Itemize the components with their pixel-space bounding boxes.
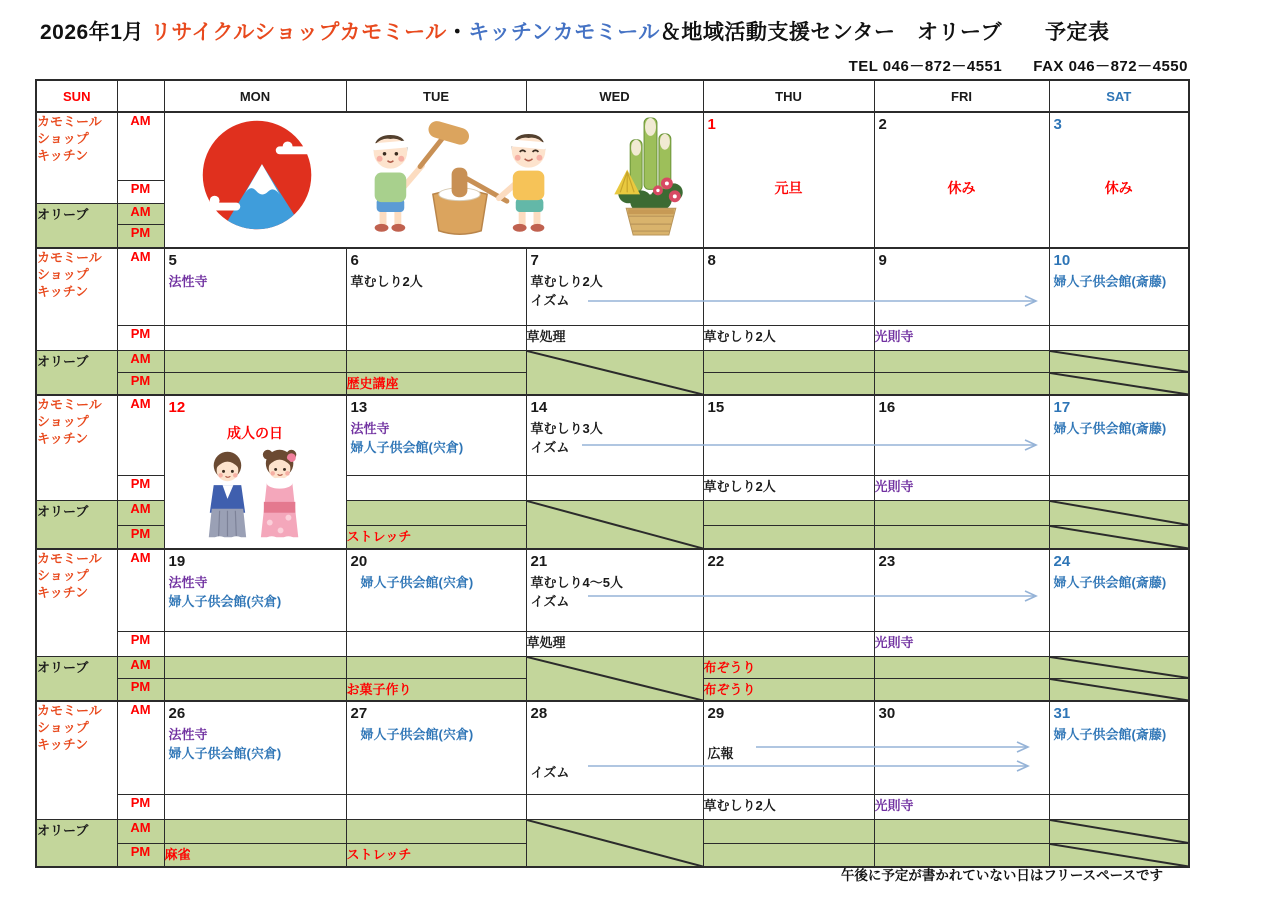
facility-label-line: キッチン xyxy=(37,585,89,600)
pm-label: PM xyxy=(117,631,164,656)
event-text: 光則寺 xyxy=(874,478,914,494)
day-cell-17-olive-am xyxy=(1049,500,1189,525)
diagonal-strike xyxy=(1050,820,1189,843)
olive-label: オリーブ xyxy=(36,500,117,549)
day-cell-8-olive-pm xyxy=(703,372,874,395)
day-number: 8 xyxy=(707,252,716,269)
event-text: 法性寺 xyxy=(168,575,208,590)
day-cell-24-pm xyxy=(1049,631,1189,656)
day-number: 9 xyxy=(878,252,887,269)
olive-pm-label: PM xyxy=(117,843,164,867)
day-number: 26 xyxy=(168,705,186,722)
title-month: 2026年1月 xyxy=(40,21,144,44)
day-cell-7-olive-closed xyxy=(526,350,703,395)
day-cell-14-pm xyxy=(526,475,703,500)
day-number: 2 xyxy=(878,116,887,133)
day-cell-21-pm xyxy=(526,631,703,656)
pm-label: PM xyxy=(117,794,164,819)
day-number: 31 xyxy=(1053,705,1071,722)
day-number: 27 xyxy=(350,705,368,722)
am-label: AM xyxy=(117,549,164,631)
title-rest: ＆地域活動支援センター オリーブ 予定表 xyxy=(659,21,1110,44)
day-number: 28 xyxy=(530,705,548,722)
olive-am-label: AM xyxy=(117,656,164,678)
facility-label-line: キッチン xyxy=(37,284,89,299)
event-text: 婦人子供会館(斎藤) xyxy=(1053,727,1167,742)
event-text: 草むしり2人 xyxy=(350,274,423,289)
footer-note: 午後に予定が書かれていない日はフリースペースです xyxy=(840,868,1163,883)
weekday-header-mon: MON xyxy=(164,80,346,112)
day-cell-21-am xyxy=(526,549,703,631)
day-cell-31-olive-am xyxy=(1049,819,1189,843)
holiday-text: 元旦 xyxy=(774,180,803,197)
day-cell-22-am xyxy=(703,549,874,631)
day-number: 24 xyxy=(1053,553,1071,570)
kamomiru-label xyxy=(36,248,117,350)
facility-label-line: ショップ xyxy=(37,267,89,282)
event-text: 麻雀 xyxy=(164,846,191,862)
am-label: AM xyxy=(117,395,164,475)
day-cell-8-pm xyxy=(703,325,874,350)
event-text: 草むしり2人 xyxy=(703,797,776,813)
event-text xyxy=(708,725,874,744)
day-cell-13-olive-pm xyxy=(346,525,526,549)
event-text: 婦人子供会館(宍倉) xyxy=(360,575,474,590)
day-cell-15-am xyxy=(703,395,874,475)
day-cell-24-olive-pm xyxy=(1049,678,1189,701)
event-text: 歴史講座 xyxy=(346,375,399,391)
diagonal-strike xyxy=(1050,351,1189,372)
event-text: 広報 xyxy=(707,746,734,761)
day-cell-22-olive-pm xyxy=(703,678,874,701)
day-cell-5-olive-pm xyxy=(164,372,346,395)
day-cell-7-pm xyxy=(526,325,703,350)
day-cell-5-olive-am xyxy=(164,350,346,372)
am-label: AM xyxy=(117,112,164,180)
diagonal-strike xyxy=(1050,679,1189,701)
day-cell-10-am xyxy=(1049,248,1189,325)
day-cell-31-pm xyxy=(1049,794,1189,819)
contact-line: TEL 046－872－4551 FAX 046－872－4550 xyxy=(848,58,1188,75)
day-cell-16-pm xyxy=(874,475,1049,500)
day-number: 13 xyxy=(350,399,368,416)
day-cell-15-pm xyxy=(703,475,874,500)
day-cell-2 xyxy=(874,112,1049,248)
olive-label: オリーブ xyxy=(36,819,117,867)
kimono-girl xyxy=(261,450,298,542)
weekday-header-sat: SAT xyxy=(1049,80,1189,112)
day-number: 19 xyxy=(168,553,186,570)
olive-pm-label: PM xyxy=(117,525,164,549)
event-text: 光則寺 xyxy=(874,328,914,344)
olive-am-label: AM xyxy=(117,819,164,843)
day-number: 17 xyxy=(1053,399,1071,416)
event-text: 法性寺 xyxy=(350,421,390,436)
day-cell-26-am xyxy=(164,701,346,794)
day-cell-19-olive-pm xyxy=(164,678,346,701)
facility-label-line: キッチン xyxy=(37,431,89,446)
olive-pm-label: PM xyxy=(117,372,164,395)
day-number: 22 xyxy=(707,553,725,570)
kamomiru-label xyxy=(36,701,117,819)
event-text: 婦人子供会館(宍倉) xyxy=(360,727,474,742)
facility-label-line: ショップ xyxy=(37,720,89,735)
calendar-table xyxy=(35,79,1190,868)
event-text: 布ぞうり xyxy=(703,681,756,697)
event-text: イズム xyxy=(530,765,570,780)
facility-label-line: カモミール xyxy=(37,114,102,129)
event-text: 光則寺 xyxy=(874,797,914,813)
day-number: 15 xyxy=(707,399,725,416)
event-text: イズム xyxy=(530,293,570,308)
facility-label-line: カモミール xyxy=(37,703,102,718)
event-text: 婦人子供会館(宍倉) xyxy=(350,440,464,455)
event-text: お菓子作り xyxy=(346,681,412,697)
day-number: 21 xyxy=(530,553,548,570)
day-cell-29-pm xyxy=(703,794,874,819)
event-text: 光則寺 xyxy=(874,634,914,650)
diagonal-strike xyxy=(1050,373,1189,395)
day-cell-15-olive-am xyxy=(703,500,874,525)
day-cell-12-seijin xyxy=(164,395,346,549)
day-cell-21-olive-closed xyxy=(526,656,703,701)
facility-label-line: カモミール xyxy=(37,551,102,566)
day-cell-17-pm xyxy=(1049,475,1189,500)
day-cell-17-am xyxy=(1049,395,1189,475)
olive-am-label: AM xyxy=(117,500,164,525)
day-cell-7-am xyxy=(526,248,703,325)
day-cell-30-pm xyxy=(874,794,1049,819)
day-number: 7 xyxy=(530,252,539,269)
day-cell-27-olive-am xyxy=(346,819,526,843)
page-title xyxy=(40,16,1109,46)
day-cell-13-pm xyxy=(346,475,526,500)
day-cell-23-am xyxy=(874,549,1049,631)
day-cell-20-olive-am xyxy=(346,656,526,678)
diagonal-strike xyxy=(1050,657,1189,678)
event-text: ストレッチ xyxy=(346,528,412,544)
day-cell-19-olive-am xyxy=(164,656,346,678)
diagonal-strike xyxy=(1050,844,1189,867)
day-cell-22-pm xyxy=(703,631,874,656)
event-text: 草むしり2人 xyxy=(530,274,603,289)
weekday-header-thu: THU xyxy=(703,80,874,112)
day-cell-15-olive-pm xyxy=(703,525,874,549)
day-cell-19-pm xyxy=(164,631,346,656)
facility-label-line: キッチン xyxy=(37,148,89,163)
event-text: 草処理 xyxy=(526,634,566,650)
day-number: 12 xyxy=(168,399,186,416)
seijin-no-hi-label: 成人の日 xyxy=(227,425,283,441)
event-text: 草処理 xyxy=(526,328,566,344)
day-cell-14-am xyxy=(526,395,703,475)
day-cell-30-am xyxy=(874,701,1049,794)
day-cell-30-olive-am xyxy=(874,819,1049,843)
day-cell-10-pm xyxy=(1049,325,1189,350)
pm-label: PM xyxy=(117,180,164,203)
weekday-header-wed: WED xyxy=(526,80,703,112)
day-cell-6-olive-pm xyxy=(346,372,526,395)
event-text: 布ぞうり xyxy=(703,659,756,675)
facility-label-line: ショップ xyxy=(37,568,89,583)
event-text: 草むしり3人 xyxy=(530,421,603,436)
kamomiru-label xyxy=(36,395,117,500)
day-cell-23-olive-pm xyxy=(874,678,1049,701)
day-cell-17-olive-pm xyxy=(1049,525,1189,549)
day-cell-19-am xyxy=(164,549,346,631)
day-cell-6-pm xyxy=(346,325,526,350)
day-cell-9-olive-am xyxy=(874,350,1049,372)
new-year-images-cell xyxy=(164,112,703,248)
day-cell-9-pm xyxy=(874,325,1049,350)
olive-pm-label: PM xyxy=(117,678,164,701)
diagonal-strike xyxy=(1050,526,1189,549)
day-number: 29 xyxy=(707,705,725,722)
kamomiru-label xyxy=(36,112,117,203)
day-cell-28-am xyxy=(526,701,703,794)
facility-label-line: キッチン xyxy=(37,737,89,752)
title-dot: ・ xyxy=(446,21,469,44)
olive-label: オリーブ xyxy=(36,203,117,248)
kamomiru-label xyxy=(36,549,117,656)
event-text: 婦人子供会館(斎藤) xyxy=(1053,575,1167,590)
am-label: AM xyxy=(117,248,164,325)
pm-label: PM xyxy=(117,475,164,500)
event-text: イズム xyxy=(530,594,570,609)
day-cell-9-olive-pm xyxy=(874,372,1049,395)
diagonal-strike xyxy=(1050,501,1189,525)
day-cell-24-am xyxy=(1049,549,1189,631)
ampm-column-header xyxy=(117,80,164,112)
weekday-header-sun: SUN xyxy=(36,80,117,112)
day-cell-24-olive-am xyxy=(1049,656,1189,678)
day-cell-16-olive-pm xyxy=(874,525,1049,549)
event-text xyxy=(531,744,703,763)
day-cell-28-olive-closed xyxy=(526,819,703,867)
facility-label-line: ショップ xyxy=(37,414,89,429)
day-cell-26-olive-am xyxy=(164,819,346,843)
weekday-header-tue: TUE xyxy=(346,80,526,112)
day-cell-10-olive-pm xyxy=(1049,372,1189,395)
day-cell-5-pm xyxy=(164,325,346,350)
day-cell-20-am xyxy=(346,549,526,631)
event-text: 草むしり2人 xyxy=(703,478,776,494)
pm-label: PM xyxy=(117,325,164,350)
kimono-kids-image xyxy=(196,445,314,545)
day-cell-9-am xyxy=(874,248,1049,325)
event-text: 婦人子供会館(斎藤) xyxy=(1053,274,1167,289)
day-cell-1 xyxy=(703,112,874,248)
olive-label: オリーブ xyxy=(36,656,117,701)
olive-pm-label: PM xyxy=(117,224,164,248)
day-cell-10-olive-am xyxy=(1049,350,1189,372)
event-text xyxy=(531,725,703,744)
day-cell-20-olive-pm xyxy=(346,678,526,701)
diagonal-strike xyxy=(527,657,703,701)
day-cell-3 xyxy=(1049,112,1189,248)
day-cell-29-am xyxy=(703,701,874,794)
day-cell-16-am xyxy=(874,395,1049,475)
kimono-boy xyxy=(209,452,246,542)
day-number: 5 xyxy=(168,252,177,269)
am-label: AM xyxy=(117,701,164,794)
olive-am-label: AM xyxy=(117,350,164,372)
day-number: 23 xyxy=(878,553,896,570)
event-text: 婦人子供会館(宍倉) xyxy=(168,746,282,761)
day-cell-8-olive-am xyxy=(703,350,874,372)
facility-label-line: カモミール xyxy=(37,397,102,412)
day-cell-28-pm xyxy=(526,794,703,819)
day-cell-14-olive-closed xyxy=(526,500,703,549)
day-cell-13-olive-am xyxy=(346,500,526,525)
diagonal-strike xyxy=(527,501,703,549)
day-cell-6-am xyxy=(346,248,526,325)
event-text: 婦人子供会館(宍倉) xyxy=(168,594,282,609)
right-boy xyxy=(498,132,554,232)
day-cell-13-am xyxy=(346,395,526,475)
title-shop1: リサイクルショップカモミール xyxy=(150,21,447,44)
title-shop2: キッチンカモミール xyxy=(468,21,660,44)
day-number: 14 xyxy=(530,399,548,416)
weekday-header-fri: FRI xyxy=(874,80,1049,112)
mochi-pounding-kids-image xyxy=(349,113,571,238)
event-text: 婦人子供会館(斎藤) xyxy=(1053,421,1167,436)
day-cell-27-am xyxy=(346,701,526,794)
event-text: イズム xyxy=(530,440,570,455)
event-text: 法性寺 xyxy=(168,274,208,289)
diagonal-strike xyxy=(527,820,703,867)
day-cell-8-am xyxy=(703,248,874,325)
day-cell-5-am xyxy=(164,248,346,325)
day-number: 6 xyxy=(350,252,359,269)
diagonal-strike xyxy=(527,351,703,395)
day-number: 20 xyxy=(350,553,368,570)
day-cell-31-am xyxy=(1049,701,1189,794)
day-number: 30 xyxy=(878,705,896,722)
day-cell-23-pm xyxy=(874,631,1049,656)
facility-label-line: カモミール xyxy=(37,250,102,265)
day-cell-27-pm xyxy=(346,794,526,819)
event-text: ストレッチ xyxy=(346,846,412,862)
day-number: 10 xyxy=(1053,252,1071,269)
olive-label: オリーブ xyxy=(36,350,117,395)
day-number: 3 xyxy=(1053,116,1062,133)
day-cell-16-olive-am xyxy=(874,500,1049,525)
day-cell-22-olive-am xyxy=(703,656,874,678)
day-cell-26-pm xyxy=(164,794,346,819)
day-cell-6-olive-am xyxy=(346,350,526,372)
event-text: 草むしり2人 xyxy=(703,328,776,344)
kadomatsu-image xyxy=(611,114,691,237)
rising-sun-fuji-image xyxy=(185,117,333,235)
holiday-text: 休み xyxy=(947,180,976,197)
day-number: 1 xyxy=(707,116,716,133)
day-number: 16 xyxy=(878,399,896,416)
facility-label-line: ショップ xyxy=(37,131,89,146)
olive-am-label: AM xyxy=(117,203,164,224)
day-cell-20-pm xyxy=(346,631,526,656)
event-text: 草むしり4～5人 xyxy=(530,575,623,590)
day-cell-23-olive-am xyxy=(874,656,1049,678)
holiday-text: 休み xyxy=(1104,180,1133,197)
day-cell-29-olive-am xyxy=(703,819,874,843)
event-text: 法性寺 xyxy=(168,727,208,742)
